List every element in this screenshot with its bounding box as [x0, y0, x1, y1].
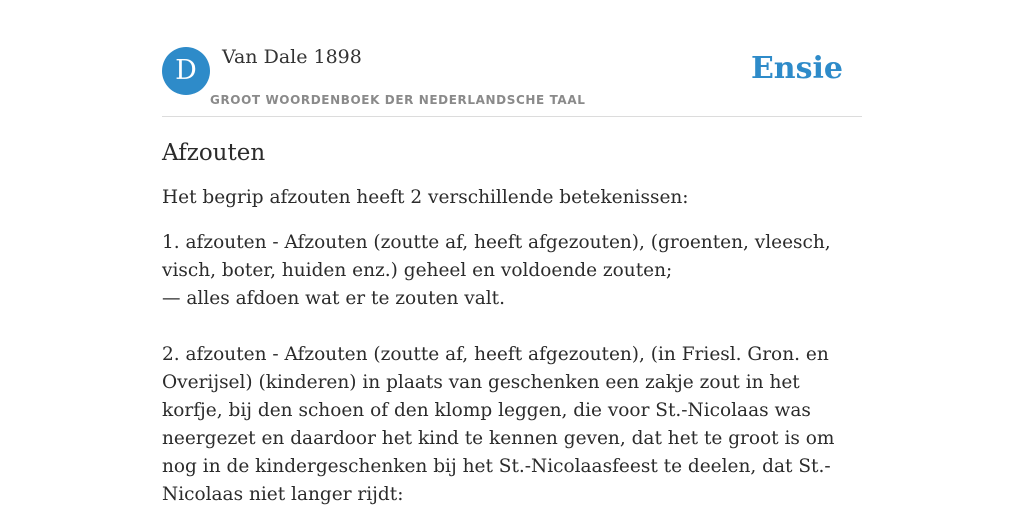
brand-logo[interactable]: Ensie	[750, 51, 843, 86]
source-logo[interactable]: D	[162, 47, 210, 95]
entry-content	[162, 136, 862, 509]
entry-title: Afzouten	[162, 140, 266, 166]
meaning-1-extra: — alles afdoen wat er te zouten valt.	[162, 288, 505, 309]
meaning-1	[162, 229, 862, 313]
meaning-2	[162, 341, 862, 509]
source-subtitle: GROOT WOORDENBOEK DER NEDERLANDSCHE TAAL	[210, 93, 586, 107]
meaning-2-text: 2. afzouten - Afzouten (zoutte af, heeft afgezouten), (in Friesl. Gron. en Overijsel) (kinderen) in plaats van geschenken een zakje zout in het korfje, bij den schoen of den klomp leggen, die voor St.-Nicolaas was neergezet en daardoor het kind te kennen geven, dat het te groot is om nog in de kindergeschenken bij het St.-Nicolaasfeest te deelen, dat St.-Nicolaas niet langer rijdt:	[162, 344, 835, 505]
site-header	[162, 46, 862, 117]
entry-intro: Het begrip afzouten heeft 2 verschillende betekenissen:	[162, 187, 689, 208]
meaning-1-text: 1. afzouten - Afzouten (zoutte af, heeft afgezouten), (groenten, vleesch, visch, boter, huiden enz.) geheel en voldoende zouten;	[162, 232, 831, 281]
source-title[interactable]: Van Dale 1898	[222, 46, 362, 68]
